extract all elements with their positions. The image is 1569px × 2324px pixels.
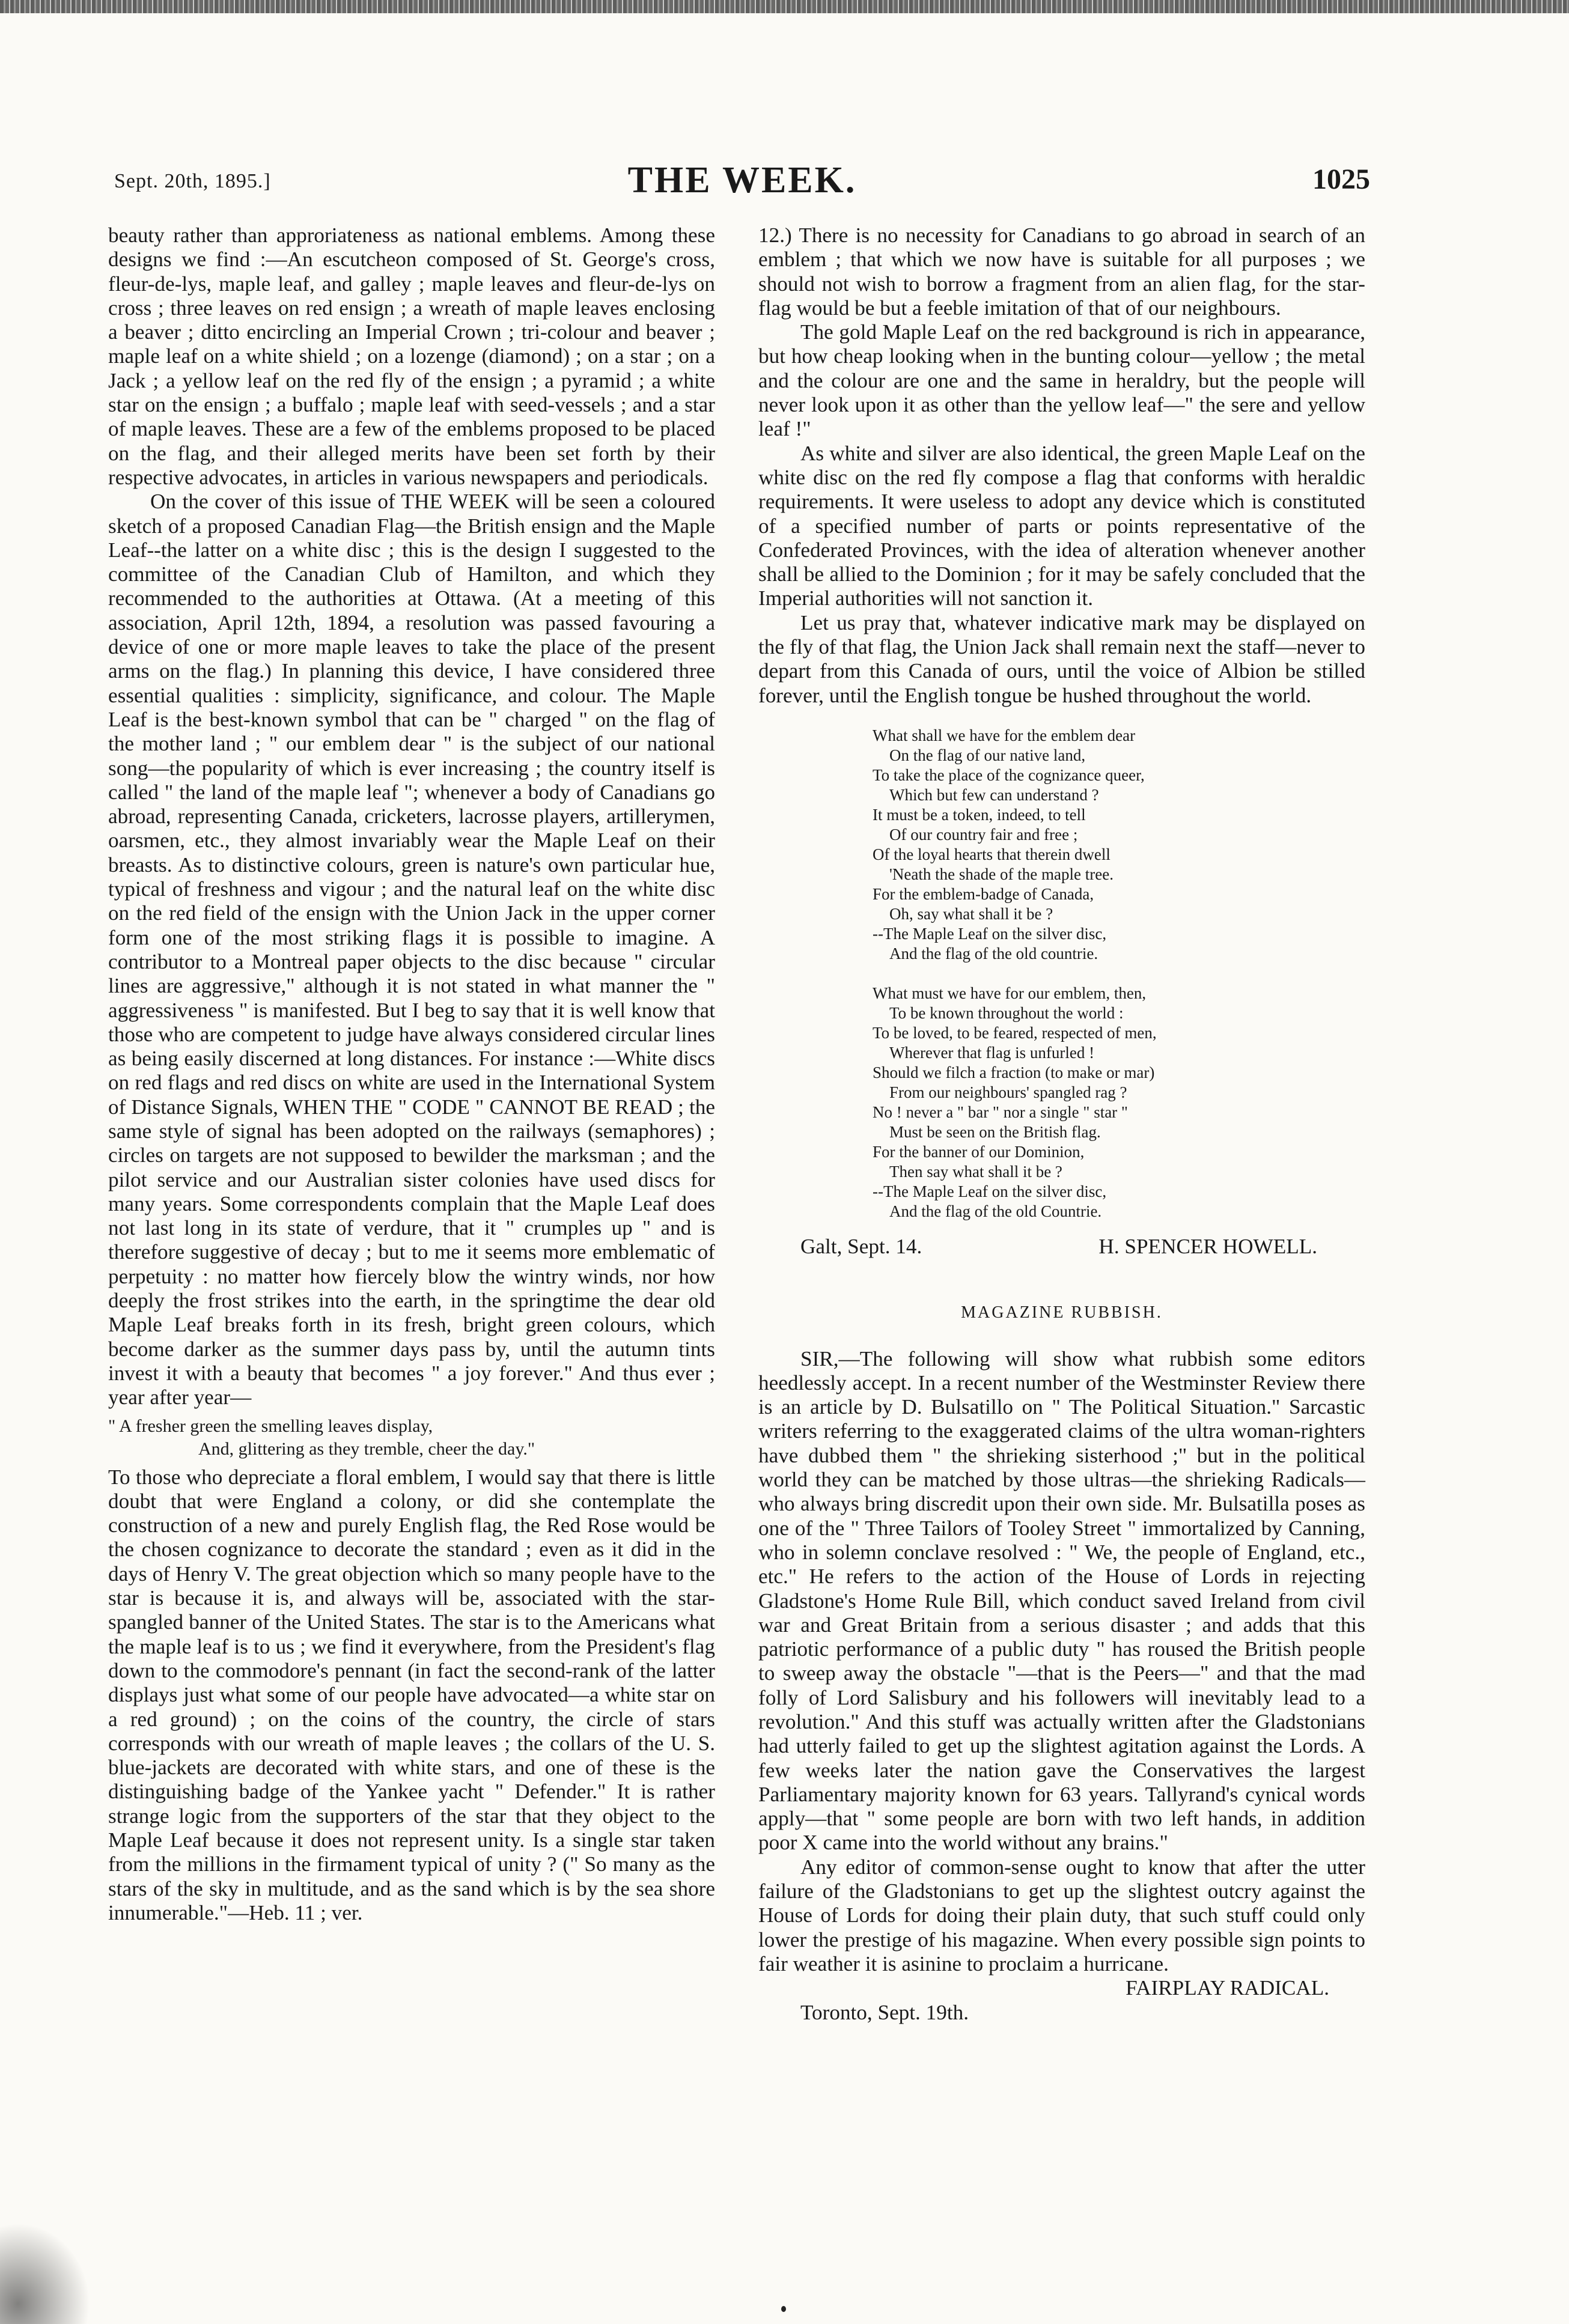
poem-line: And the flag of the old Countrie. [889, 1202, 1102, 1220]
paragraph: To those who depreciate a floral emblem, I would say that there is little doubt that were England a colony, or did she contemplate the construction of a new and purely English flag, the Red Rose would be the chosen cognizance to decorate the standard ; even as it did in the days of Henry V. The great objection which so many people have to the star is because it is, and always will be, associated with the star-spangled banner of the United States. The star is to the Americans what the maple leaf is to us ; we find it everywhere, from the President's flag down to the commodore's pennant (in fact the second-rank of the latter displays just what some of our people have advocated—a white star on a red ground) ; on the coins of the country, the circle of stars corresponds with our wreath of maple leaves ; the collars of the U. S. blue-jackets are decorated with white stars, and one of these is the distinguishing badge of the Yankee yacht " Defender." It is rather strange logic from the supporters of the star that they object to the Maple Leaf because it does not represent unity. Is a single star taken from the millions in the firmament typical of unity ? (" So many as the stars of the sky in multitude, and as the sand which is by the sea shore innumerable."—Heb. 11 ; ver. [108, 1465, 715, 1924]
page-number: 1025 [1312, 163, 1370, 195]
poem-line: On the flag of our native land, [889, 746, 1086, 764]
top-border [0, 0, 1569, 13]
poem-line: Of the loyal hearts that therein dwell [873, 845, 1110, 863]
paragraph: beauty rather than approriateness as national emblems. Among these designs we find :—An escutcheon composed of St. George's cross, fleur-de-lys, maple leaf, and galley ; maple leaves and fleur-de-lys on cross ; three leaves on red ensign ; a wreath of maple leaves enclosing a beaver ; ditto encircling an Imperial Crown ; tri-colour and beaver ; maple leaf on a white shield ; on a lozenge (diamond) ; on a star ; on a Jack ; a yellow leaf on the red fly of the ensign ; a pyramid ; a white star on the ensign ; a buffalo ; maple leaf with seed-vessels ; and a star of maple leaves. These are a few of the emblems proposed to be placed on the flag, and their alleged merits have been set forth by their respective advocates, in articles in various newspapers and periodicals. [108, 224, 715, 489]
place-date: Galt, Sept. 14. [800, 1234, 922, 1258]
poem-line: What shall we have for the emblem dear [873, 726, 1136, 744]
place-date: Toronto, Sept. 19th. [800, 2000, 969, 2024]
paragraph: SIR,—The following will show what rubbish some editors heedlessly accept. In a recent number of the Westminster Review there is an article by D. Bulsatillo on " The Political Situation." Sarcastic writers referring to the exaggerated claims of the ultra woman-righters have dubbed them " the shrieking sisterhood ;" but in the political world they can be matched by those ultras—the shrieking Radicals—who always bring discredit upon their own side. Mr. Bulsatilla poses as one of the " Three Tailors of Tooley Street " immortalized by Canning, who in solemn conclave resolved : " We, the people of England, etc., etc." He refers to the action of the House of Lords in rejecting Gladstone's Home Rule Bill, which conduct saved Ireland from civil war and Great Britain from a serious disaster ; and adds that this patriotic performance of a public duty " has roused the British people to sweep away the obstacle "—that is the Peers—" and that the mad folly of Lord Salisbury and his followers will inevitably lead to a revolution." And this stuff was actually written after the Gladstonians had utterly failed to get up the slightest agitation against the Lords. A few weeks later the nation gave the Conservatives the largest Parliamentary majority known for 63 years. Tallyrand's cynical words apply—that " some people are born with two left hands, in addition poor X came into the world without any brains." [758, 1346, 1365, 1855]
paragraph: As white and silver are also identical, the green Maple Leaf on the white disc on the red fly compose a flag that conforms with heraldic requirements. It were useless to adopt any device which is constituted of a specified number of parts or points representative of the Confederated Provinces, with the idea of alteration whenever another shall be allied to the Dominion ; for it may be safely concluded that the Imperial authorities will not sanction it. [758, 441, 1365, 610]
poem-line: 'Neath the shade of the maple tree. [889, 865, 1114, 883]
poem-line: Wherever that flag is unfurled ! [889, 1043, 1095, 1062]
poem-line: Should we filch a fraction (to make or mar) [873, 1063, 1155, 1081]
poem-line: To be known throughout the world : [889, 1003, 1124, 1022]
poem-line: Then say what shall it be ? [889, 1162, 1062, 1181]
signature-row [758, 1235, 1365, 1259]
quote-line: And, glittering as they tremble, cheer the day." [198, 1438, 535, 1459]
left-column [108, 224, 715, 1925]
poem-line: To take the place of the cognizance queer, [873, 765, 1145, 784]
section-heading: MAGAZINE RUBBISH. [961, 1303, 1163, 1322]
paragraph: The gold Maple Leaf on the red background is rich in appearance, but how cheap looking when in the bunting colour—yellow ; the metal and the colour are one and the same in heraldry, but the people will never look upon it as other than the yellow leaf—" the sere and yellow leaf !" [758, 320, 1365, 441]
page-header [114, 159, 1370, 207]
poem-stanza [873, 726, 1365, 964]
poem-line: From our neighbours' spangled rag ? [889, 1083, 1127, 1101]
issue-date: Sept. 20th, 1895.] [114, 170, 271, 192]
poem-line: And the flag of the old countrie. [889, 944, 1098, 963]
poem-line: For the emblem-badge of Canada, [873, 884, 1094, 903]
poem-line: What must we have for our emblem, then, [873, 984, 1147, 1002]
paragraph: 12.) There is no necessity for Canadians to go abroad in search of an emblem ; that which we now have is suitable for all purposes ; we should not wish to borrow a fragment from an alien flag, for the star-flag would be but a feeble imitation of that of our neighbours. [758, 224, 1365, 320]
poem-line: It must be a token, indeed, to tell [873, 805, 1086, 824]
author-signature: FAIRPLAY RADICAL. [1126, 1976, 1329, 2000]
paragraph: Let us pray that, whatever indicative mark may be displayed on the fly of that flag, the Union Jack shall remain next the staff—never to depart from this Canada of ours, until the voice of Albion be stilled forever, until the English tongue be hushed throughout the world. [758, 610, 1365, 707]
right-column [758, 224, 1365, 2025]
paragraph: Any editor of common-sense ought to know that after the utter failure of the Gladstonians to get up the slightest outcry against the House of Lords for doing their plain duty, that such stuff could only lower the prestige of his magazine. When every possible sign points to fair weather it is asinine to proclaim a hurricane. [758, 1855, 1365, 1976]
page-smudge [0, 2223, 90, 2324]
author-signature: H. SPENCER HOWELL. [1098, 1234, 1317, 1258]
poem-line: Must be seen on the British flag. [889, 1122, 1101, 1141]
poem-line: No ! never a " bar " nor a single " star " [873, 1103, 1128, 1121]
paragraph: On the cover of this issue of THE WEEK will be seen a coloured sketch of a proposed Canadian Flag—the British ensign and the Maple Leaf--the latter on a white disc ; this is the design I suggested to the committee of the Canadian Club of Hamilton, and which they recommended to the authorities at Ottawa. (At a meeting of this association, April 12th, 1894, a resolution was passed favouring a device of one or more maple leaves to take the place of the present arms on the flag.) In planning this device, I have considered three essential qualities : simplicity, significance, and colour. The Maple Leaf is the best-known symbol that can be " charged " on the flag of the mother land ; " our emblem dear " is the subject of our national song—the popularity of which is ever increasing ; the country itself is called " the land of the maple leaf "; whenever a body of Canadians go abroad, representing Canada, cricketers, lacrosse players, artillerymen, oarsmen, etc., they almost invariably wear the Maple Leaf on their breasts. As to distinctive colours, green is nature's own particular hue, typical of freshness and vigour ; and the natural leaf on the white disc on the red field of the ensign with the Union Jack in the upper corner form one of the most striking flags it is possible to imagine. A contributor to a Montreal paper objects to the disc because " circular lines are aggressive," although it is not stated in what manner the " aggressiveness " is manifested. But I beg to say that it is well know that those who are competent to judge have always considered circular lines as being easily discerned at long distances. For instance :—White discs on red flags and red discs on white are used in the International System of Distance Signals, WHEN THE " CODE " CANNOT BE READ ; the same style of signal has been adopted on the railways (semaphores) ; circles on targets are not supposed to bewilder the marksman ; and the pilot service and our Australian sister colonies have used discs for many years. Some correspondents complain that the Maple Leaf does not last long in its state of verdure, that it " crumples up " and is therefore suggestive of decay ; but to me it seems more emblematic of perpetuity : no matter how fiercely blow the wintry winds, nor how deeply the frost strikes into the earth, in the springtime the dear old Maple Leaf breaks forth in its fresh, bright green colours, which become darker as the summer days pass by, until the autumn tints invest it with a beauty that becomes " a joy forever." And thus ever ; year after year— [108, 490, 715, 1410]
poem-line: Which but few can understand ? [889, 785, 1099, 804]
poem-line: Of our country fair and free ; [889, 825, 1078, 844]
poem-stanza [873, 984, 1365, 1221]
poem-line: For the banner of our Dominion, [873, 1142, 1085, 1161]
quote-line: " A fresher green the smelling leaves display, [108, 1416, 433, 1436]
publication-title: THE WEEK. [627, 160, 857, 201]
poem-line: --The Maple Leaf on the silver disc, [873, 924, 1107, 943]
poem-line: --The Maple Leaf on the silver disc, [873, 1182, 1107, 1200]
poem-line: To be loved, to be feared, respected of men, [873, 1023, 1157, 1042]
ink-dot [781, 2306, 786, 2312]
poem-line: Oh, say what shall it be ? [889, 904, 1053, 923]
